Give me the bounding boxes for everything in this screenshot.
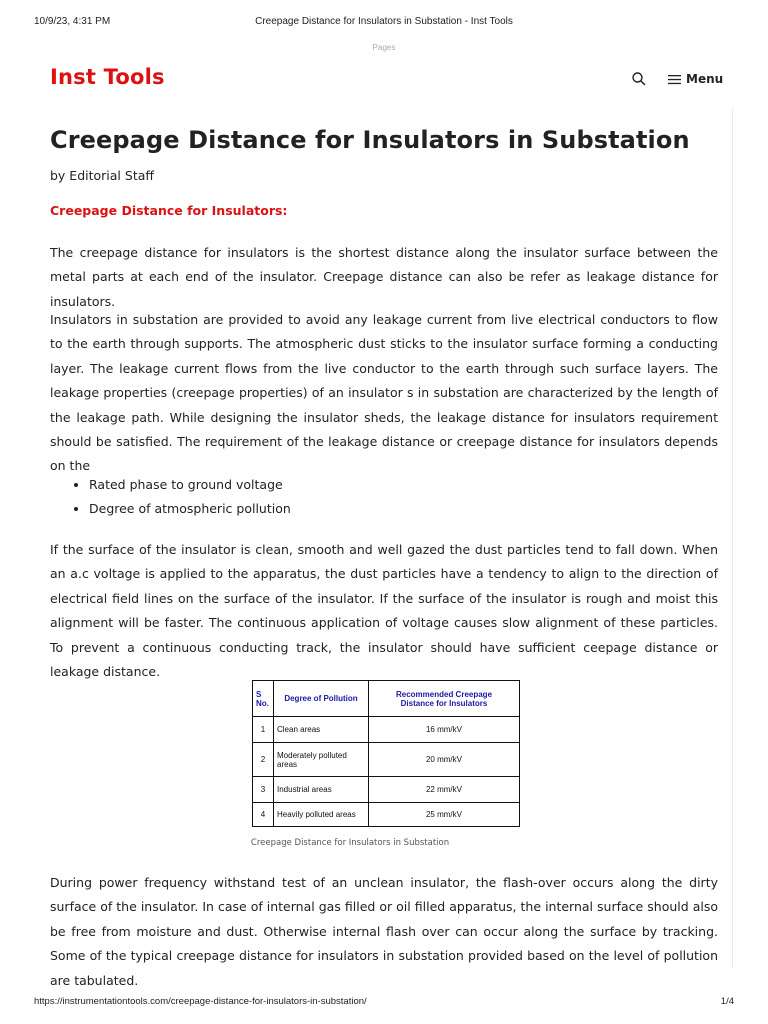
print-datetime: 10/9/23, 4:31 PM	[34, 16, 111, 27]
print-url: https://instrumentationtools.com/creepage-distance-for-insulators-in-substation/	[34, 996, 367, 1007]
header-recommended: Recommended Creepage Distance for Insulators	[369, 681, 520, 717]
search-icon	[630, 70, 648, 88]
paragraph-2: Insulators in substation are provided to avoid any leakage current from live electrical conductors to flow to the earth through supports. The atmospheric dust sticks to the insulator surface forming a conducting layer. The leakage current flows from the live conductor to the earth through such surface layers. The leakage properties (creepage properties) of an insulator s in substation are characterized by the length of the leakage path. While designing the insulator sheds, the leakage distance for insulators requirement should be satisfied. The requirement of the leakage distance or creepage distance for insulators depends on the	[50, 312, 718, 474]
table-row: 2 Moderately polluted areas 20 mm/kV	[253, 743, 520, 777]
print-header	[0, 16, 768, 32]
menu-label: Menu	[686, 72, 724, 86]
content-border	[732, 108, 733, 968]
list-item: • Degree of atmospheric pollution	[89, 497, 291, 521]
site-header	[0, 60, 768, 100]
print-footer	[0, 996, 768, 1010]
table-row: 3 Industrial areas 22 mm/kV	[253, 777, 520, 803]
byline: by Editorial Staff	[50, 168, 154, 183]
bullet-list	[50, 473, 291, 522]
paragraph-1: The creepage distance for insulators is the shortest distance along the insulator surface between the metal parts at each end of the insulator. Creepage distance can also be refer as leakage distance for insulators.	[50, 245, 718, 309]
table-row: 4 Heavily polluted areas 25 mm/kV	[253, 803, 520, 827]
page-title: Creepage Distance for Insulators in Substation	[50, 126, 690, 154]
section-heading: Creepage Distance for Insulators:	[50, 203, 288, 218]
print-document-title: Creepage Distance for Insulators in Substation - Inst Tools	[255, 16, 513, 27]
header-degree: Degree of Pollution	[274, 681, 369, 717]
header-sno: S No.	[253, 681, 274, 717]
paragraph-3: If the surface of the insulator is clean, smooth and well gazed the dust particles tend to fall down. When an a.c voltage is applied to the apparatus, the dust particles have a tendency to align to the direction of electrical field lines on the surface of the insulator. If the surface of the insulator is rough and moist this alignment will be faster. The continuous application of voltage causes slow alignment of these particles. To prevent a continuous conducting track, the insulator should have sufficient ceepage distance or leakage distance.	[50, 542, 718, 680]
creepage-table-figure	[252, 680, 520, 827]
print-page-number: 1/4	[720, 996, 734, 1007]
hamburger-icon	[668, 74, 681, 85]
table-header-row	[253, 681, 520, 717]
figure-caption: Creepage Distance for Insulators in Substation	[250, 838, 450, 848]
list-item: • Rated phase to ground voltage	[89, 473, 291, 497]
table-row: 1 Clean areas 16 mm/kV	[253, 717, 520, 743]
search-button[interactable]	[630, 70, 648, 88]
site-logo[interactable]: Inst Tools	[50, 65, 165, 89]
paragraph-4: During power frequency withstand test of an unclean insulator, the flash-over occurs along the dirty surface of the insulator. In case of internal gas filled or oil filled apparatus, the internal surface should also be free from moisture and dust. Otherwise internal flash over can occur along the surface by tracking. Some of the typical creepage distance for insulators in substation provided based on the level of pollution are tabulated.	[50, 875, 718, 988]
menu-button[interactable]	[668, 70, 723, 88]
pages-label: Pages	[372, 43, 396, 52]
